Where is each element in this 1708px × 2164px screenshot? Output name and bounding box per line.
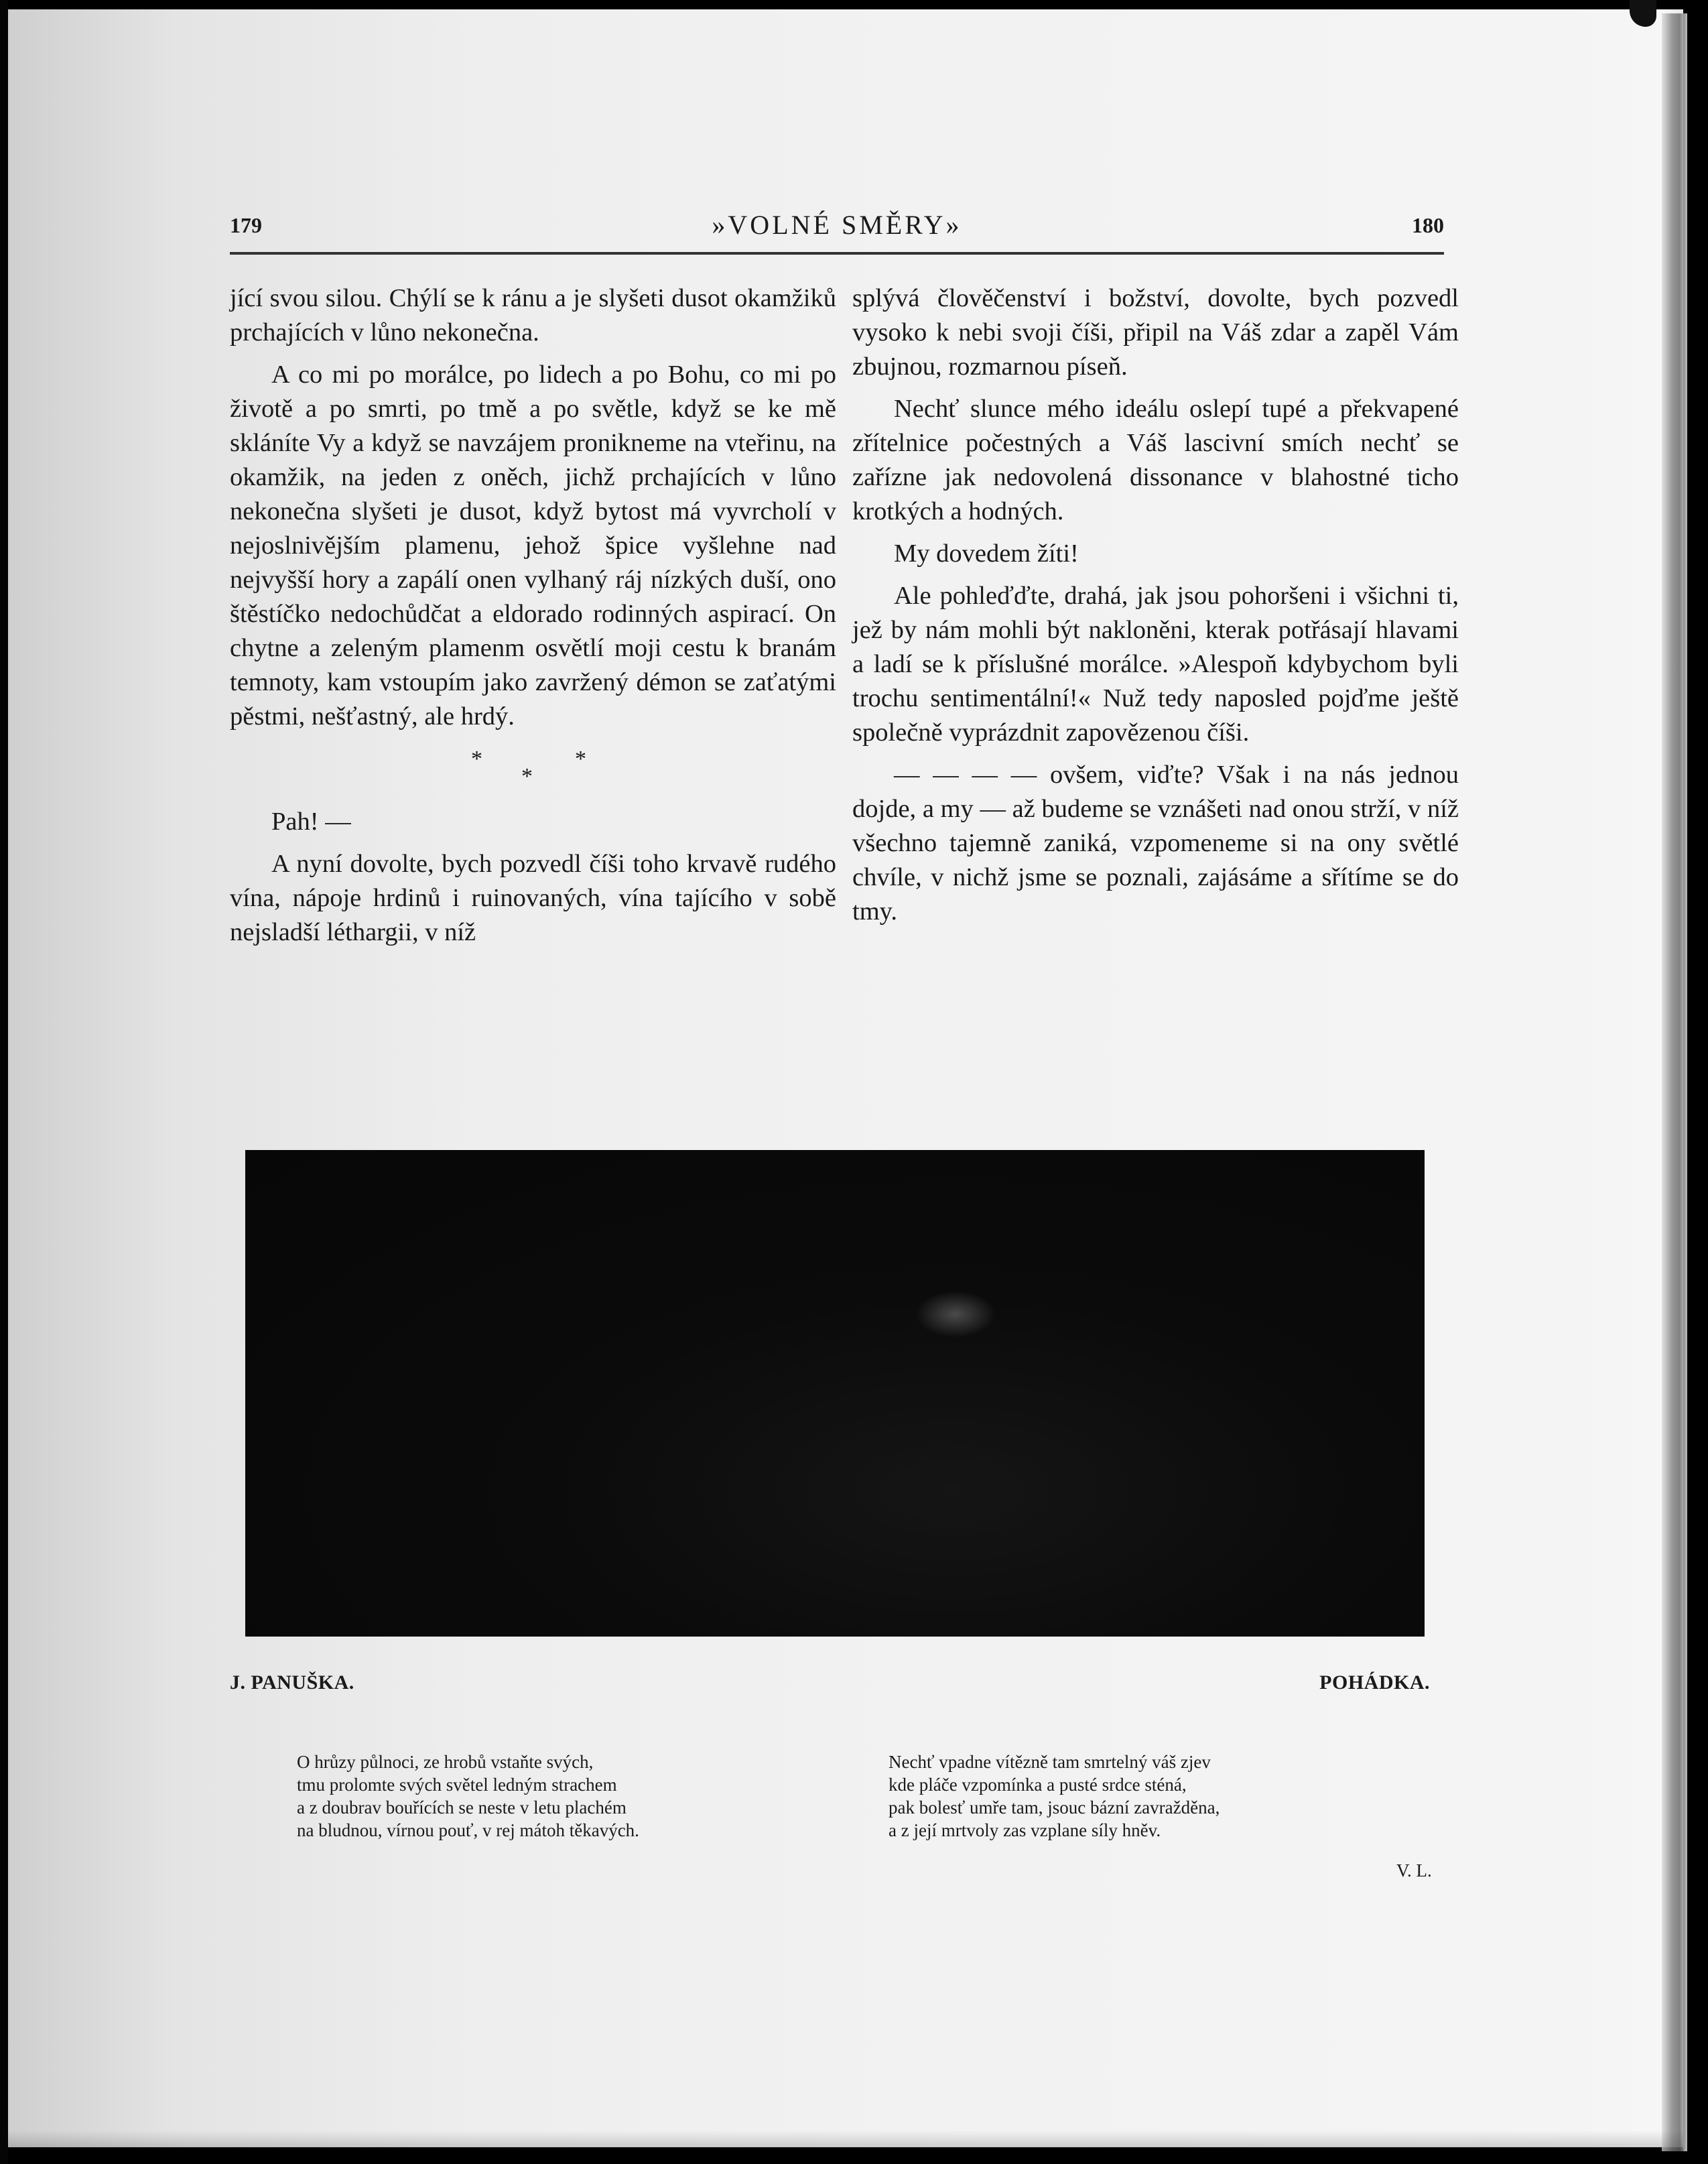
- asterisk: *: [521, 764, 533, 789]
- poem-line: a z její mrtvoly zas vzplane síly hněv.: [889, 1820, 1161, 1840]
- left-page-number: 179: [230, 213, 262, 237]
- poem-signature: V. L.: [1396, 1860, 1432, 1881]
- poem-line: tmu prolomte svých světel ledným strachem: [297, 1775, 617, 1795]
- scan-left-border: [0, 0, 8, 2164]
- asterisk: *: [471, 747, 482, 771]
- paragraph: My dovedem žíti!: [894, 539, 1079, 568]
- poem-line: O hrůzy půlnoci, ze hrobů vstaňte svých,: [297, 1752, 594, 1772]
- poem-line: pak bolesť umře tam, jsouc bázní zavražděna,: [889, 1797, 1220, 1818]
- poem-line: kde pláče vzpomínka a pusté srdce sténá,: [889, 1775, 1187, 1795]
- plate-title-caption: POHÁDKA.: [1319, 1671, 1430, 1694]
- paragraph: A co mi po morálce, po lidech a po Bohu, co mi po životě a po smrti, po tmě a po světle, když se ke mě skláníte Vy a když se navzájem pronikneme na vteřinu, na okamžik, na jeden z oněch, jichž prchajících v lůno nekonečna slyšeti je dusot, když bytost má vyvrcholí v nejoslnivějším plamenu, jehož špice vyšlehne nad nejvyšší hory a zapálí onen vylhaný ráj nízkých duší, ono štěstíčko nedochůdčat a eldorado rodinných aspirací. On chytne a zeleným plamenm osvětlí moji cestu k branám temnoty, kam vstoupím jako zavržený démon se zaťatými pěstmi, nešťastný, ale hrdý.: [230, 361, 836, 730]
- page-edge-shadow: [1662, 13, 1687, 2151]
- left-column: [230, 281, 836, 958]
- paragraph: Pah! —: [271, 808, 351, 836]
- header-rule: [230, 252, 1444, 255]
- poem-line: a z doubrav bouřících se neste v letu plachém: [297, 1797, 627, 1818]
- scan-bottom-shadow: [8, 2130, 1683, 2157]
- section-break-asterisks: [230, 742, 836, 802]
- poem-stanza-left: [297, 1751, 639, 1842]
- running-head: [230, 210, 1444, 247]
- asterisk: *: [575, 747, 586, 771]
- poem-line: Nechť vpadne vítězně tam smrtelný váš zjev: [889, 1752, 1211, 1772]
- paragraph: Nechť slunce mého ideálu oslepí tupé a překvapené zřítelnice počestných a Váš lascivní smích nechť se zařízne jak nedovolená dissonance v blahostné ticho krotkých a hodných.: [852, 395, 1459, 525]
- journal-title: »VOLNÉ SMĚRY»: [712, 210, 962, 240]
- right-page-number: 180: [1412, 213, 1444, 237]
- paragraph: Ale pohleďďte, drahá, jak jsou pohoršeni i všichni ti, jež by nám mohli být nakloněni, kterak potřásají hlavami a ladí se k příslušné morálce. »Alespoň kdybychom byli trochu sentimentální!« Nuž tedy naposled pojďme ještě společně vyprázdnit zapovězenou číši.: [852, 582, 1459, 747]
- paragraph: — — — — ovšem, viďte? Však i na nás jednou dojde, a my — až budeme se vznášeti nad onou strží, v níž všechno tajemně zaniká, vzpomeneme si na ony světlé chvíle, v nichž jsme se poznali, zajásáme a sřítíme se do tmy.: [852, 761, 1459, 926]
- right-column: [852, 281, 1459, 937]
- poem-stanza-right: [889, 1751, 1220, 1842]
- illustration-plate: [245, 1150, 1425, 1637]
- paragraph: jící svou silou. Chýlí se k ránu a je slyšeti dusot okamžiků prchajících v lůno nekonečna.: [230, 284, 836, 346]
- paragraph: splývá člověčenství i božství, dovolte, bych pozvedl vysoko k nebi svoji číši, připil na Váš zdar a zapěl Vám zbujnou, rozmarnou píseň.: [852, 284, 1459, 381]
- illustration-highlight: [915, 1291, 996, 1338]
- paragraph: A nyní dovolte, bych pozvedl číši toho krvavě rudého vína, nápoje hrdinů i ruinovaných, vína tajícího v sobě nejsladší léthargii, v níž: [230, 850, 836, 946]
- plate-artist-caption: J. PANUŠKA.: [230, 1671, 354, 1694]
- poem-line: na bludnou, vírnou pouť, v rej mátoh těkavých.: [297, 1820, 639, 1840]
